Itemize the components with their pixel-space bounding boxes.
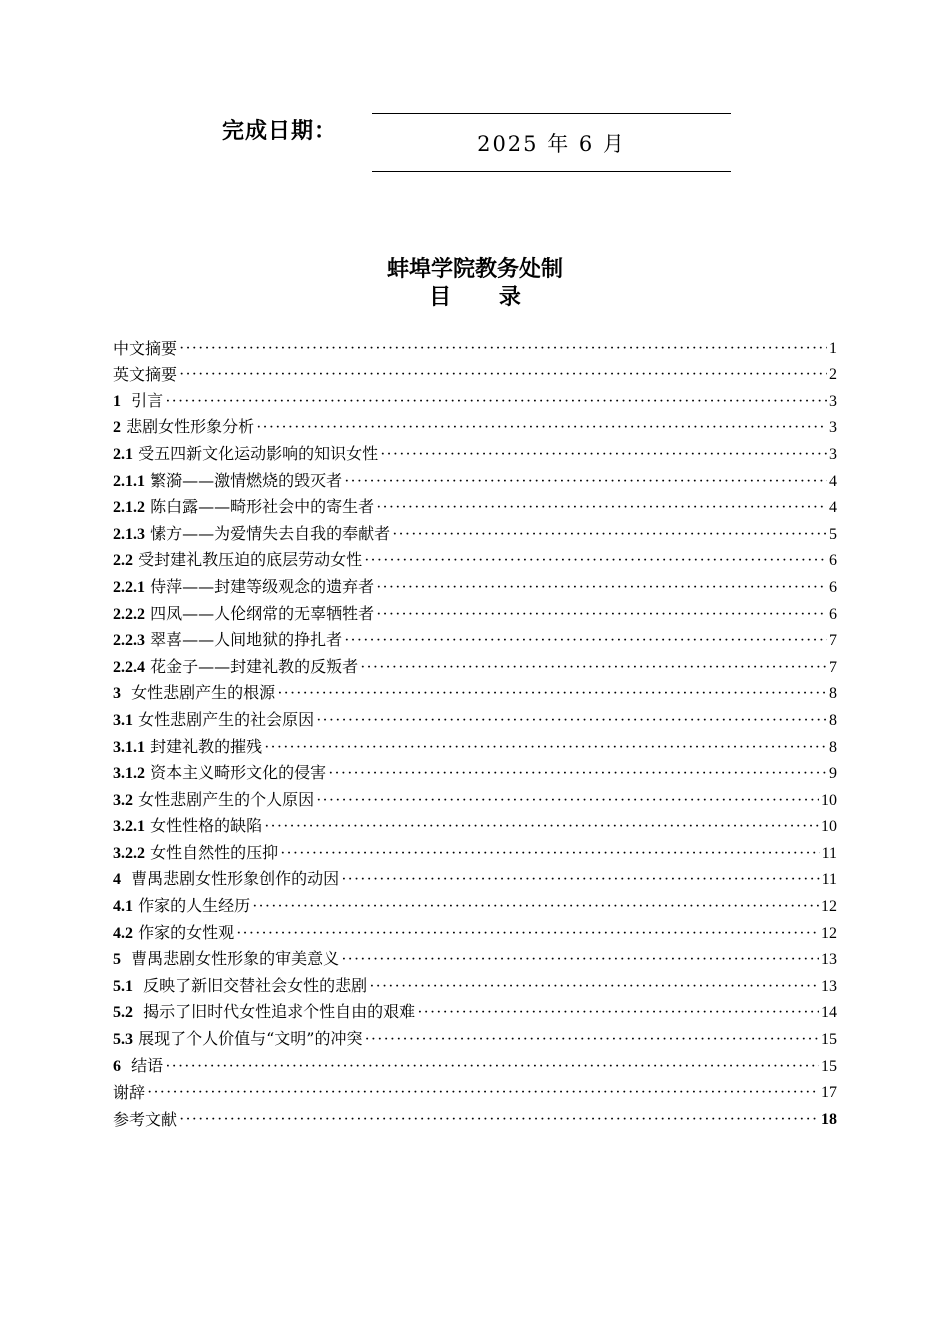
toc-entry-title (113, 922, 234, 945)
toc-entry-number: 4 (113, 871, 121, 889)
toc-entry-number: 3.2.2 (113, 844, 145, 862)
toc-entry-text: 资本主义畸形文化的侵害 (145, 763, 327, 783)
toc-leader-dots (376, 577, 827, 599)
toc-entry-page: 10 (821, 818, 837, 836)
toc-entry[interactable] (113, 572, 837, 599)
toc-leader-dots (280, 843, 820, 865)
toc-leader-dots (179, 1109, 819, 1131)
toc-entry[interactable] (113, 732, 837, 759)
toc-entry-title (113, 842, 278, 865)
toc-entry-title (113, 736, 262, 759)
toc-entry-title (113, 416, 254, 439)
toc-entry-title (113, 1001, 415, 1024)
toc-leader-dots (392, 524, 827, 546)
toc-entry[interactable] (113, 785, 837, 812)
toc-entry-page: 6 (829, 605, 837, 623)
toc-entry[interactable] (113, 945, 837, 972)
toc-entry[interactable] (113, 838, 837, 865)
toc-leader-dots (236, 923, 819, 945)
toc-entry-page: 7 (829, 658, 837, 676)
date-line-bottom (372, 171, 731, 172)
toc-entry-text: 引言 (121, 390, 164, 410)
toc-leader-dots (364, 1029, 819, 1051)
toc-entry-page: 3 (829, 392, 837, 410)
toc-entry-number: 5.1 (113, 977, 133, 995)
toc-entry[interactable] (113, 865, 837, 892)
toc-entry-text: 女性性格的缺陷 (145, 816, 263, 836)
toc-entry-page: 8 (829, 685, 837, 703)
toc-entry-number: 2.1.2 (113, 499, 145, 517)
toc-entry[interactable] (113, 466, 837, 493)
toc-entry-title (113, 603, 374, 626)
toc-entry-title (113, 975, 367, 998)
completion-date-value: 2025 年 6 月 (477, 132, 626, 156)
toc-entry-number: 3.2 (113, 791, 133, 809)
toc-entry-number: 2.1.3 (113, 525, 145, 543)
toc-entry-number: 5.2 (113, 1004, 133, 1022)
toc-entry[interactable] (113, 652, 837, 679)
toc-entry-page: 4 (829, 499, 837, 517)
toc-entry-text: 陈白露——畸形社会中的寄生者 (145, 497, 375, 517)
toc-entry[interactable] (113, 918, 837, 945)
toc-entry-title (113, 1028, 362, 1051)
toc-entry[interactable] (113, 599, 837, 626)
toc-entry-page: 15 (821, 1031, 837, 1049)
toc-entry-text: 曹禺悲剧女性形象创作的动因 (121, 869, 340, 889)
toc-entry-page: 18 (821, 1110, 837, 1128)
toc-entry-number: 2.2 (113, 552, 133, 570)
toc-entry[interactable] (113, 413, 837, 440)
toc-entry-text: 揭示了旧时代女性追求个性自由的艰难 (133, 1002, 416, 1022)
toc-entry[interactable] (113, 1104, 837, 1131)
toc-entry-text: 封建礼教的摧残 (145, 736, 263, 756)
toc-entry-number: 5 (113, 951, 121, 969)
toc-entry-number: 3.2.1 (113, 818, 145, 836)
toc-entry-title (113, 496, 374, 519)
toc-entry-text: 参考文献 (113, 1109, 178, 1129)
toc-entry-title (113, 1055, 163, 1078)
table-of-contents (113, 333, 837, 1131)
toc-entry-text: 英文摘要 (113, 365, 178, 385)
toc-entry-page: 3 (829, 445, 837, 463)
toc-entry-text: 四凤——人伦纲常的无辜牺牲者 (145, 603, 375, 623)
toc-entry[interactable] (113, 1078, 837, 1105)
toc-entry-title (113, 338, 177, 360)
toc-entry-title (113, 709, 314, 732)
toc-entry-title (113, 1082, 145, 1104)
toc-entry[interactable] (113, 1051, 837, 1078)
toc-entry-title (113, 656, 358, 679)
toc-entry-page: 9 (829, 765, 837, 783)
toc-leader-dots (252, 896, 819, 918)
toc-entry-title (113, 868, 339, 891)
date-line-top (372, 113, 731, 114)
toc-entry-number: 2.2.2 (113, 605, 145, 623)
toc-entry[interactable] (113, 439, 837, 466)
toc-entry-text: 展现了个人价值与“文明”的冲突 (133, 1029, 363, 1049)
toc-entry-text: 曹禺悲剧女性形象的审美意义 (121, 949, 340, 969)
toc-entry[interactable] (113, 360, 837, 387)
toc-entry-text: 中文摘要 (113, 338, 178, 358)
toc-leader-dots (179, 364, 827, 386)
toc-entry-number: 3.1 (113, 711, 133, 729)
toc-entry-page: 13 (821, 977, 837, 995)
toc-entry-title (113, 470, 342, 493)
toc-leader-dots (341, 869, 819, 891)
toc-entry-page: 11 (821, 844, 837, 862)
toc-entry-number: 3.1.2 (113, 765, 145, 783)
toc-entry-text: 悲剧女性形象分析 (121, 417, 255, 437)
toc-leader-dots (364, 550, 827, 572)
toc-heading: 目 录 (429, 285, 521, 310)
toc-entry-text: 作家的女性观 (133, 922, 235, 942)
toc-entry-title (113, 762, 326, 785)
toc-entry-title (113, 789, 314, 812)
toc-entry[interactable] (113, 971, 837, 998)
toc-entry[interactable] (113, 1024, 837, 1051)
toc-entry-text: 女性悲剧产生的个人原因 (133, 789, 315, 809)
toc-entry-page: 6 (829, 578, 837, 596)
toc-entry-page: 5 (829, 525, 837, 543)
toc-entry-page: 6 (829, 552, 837, 570)
completion-date-label: 完成日期： (222, 119, 338, 144)
toc-entry[interactable] (113, 386, 837, 413)
toc-entry-title (113, 364, 177, 386)
toc-entry-title (113, 1109, 177, 1131)
toc-entry-title (113, 948, 339, 971)
toc-leader-dots (277, 683, 827, 705)
toc-leader-dots (165, 1056, 819, 1078)
toc-entry-number: 2.1.1 (113, 472, 145, 490)
toc-entry[interactable] (113, 493, 837, 520)
toc-entry[interactable] (113, 705, 837, 732)
toc-entry[interactable] (113, 333, 837, 360)
toc-entry-page: 1 (829, 339, 837, 357)
institution-name: 蚌埠学院教务处制 (386, 257, 563, 282)
toc-leader-dots (341, 949, 819, 971)
toc-entry-text: 繁漪——激情燃烧的毁灭者 (145, 470, 343, 490)
toc-entry[interactable] (113, 891, 837, 918)
toc-entry-page: 8 (829, 711, 837, 729)
toc-entry-title (113, 523, 390, 546)
toc-leader-dots (179, 338, 827, 360)
toc-entry-page: 7 (829, 632, 837, 650)
toc-leader-dots (256, 417, 827, 439)
toc-entry-number: 4.2 (113, 924, 133, 942)
toc-leader-dots (264, 737, 827, 759)
toc-entry-number: 2.2.1 (113, 578, 145, 596)
toc-entry-text: 女性悲剧产生的根源 (121, 683, 276, 703)
toc-entry-number: 2.2.3 (113, 632, 145, 650)
toc-entry-page: 17 (821, 1084, 837, 1102)
toc-entry-title (113, 682, 275, 705)
toc-entry-page: 8 (829, 738, 837, 756)
toc-entry-number: 1 (113, 392, 121, 410)
toc-entry-text: 谢辞 (113, 1083, 146, 1103)
toc-leader-dots (376, 497, 827, 519)
toc-entry[interactable] (113, 546, 837, 573)
toc-entry-text: 受五四新文化运动影响的知识女性 (133, 443, 379, 463)
toc-entry-title (113, 815, 262, 838)
toc-entry-text: 愫方——为爱情失去自我的奉献者 (145, 523, 391, 543)
toc-leader-dots (316, 710, 827, 732)
toc-leader-dots (165, 391, 827, 413)
toc-entry-page: 12 (821, 898, 837, 916)
toc-entry-number: 2 (113, 419, 121, 437)
toc-entry-title (113, 895, 250, 918)
toc-leader-dots (344, 471, 827, 493)
toc-entry-text: 翠喜——人间地狱的挣扎者 (145, 630, 343, 650)
toc-entry-text: 作家的人生经历 (133, 896, 251, 916)
toc-entry[interactable] (113, 812, 837, 839)
toc-leader-dots (369, 976, 819, 998)
toc-leader-dots (316, 790, 819, 812)
toc-leader-dots (328, 763, 827, 785)
toc-entry-number: 5.3 (113, 1031, 133, 1049)
toc-entry-number: 4.1 (113, 898, 133, 916)
toc-leader-dots (380, 444, 827, 466)
toc-entry-page: 3 (829, 419, 837, 437)
toc-entry[interactable] (113, 679, 837, 706)
toc-entry-page: 10 (821, 791, 837, 809)
toc-entry-title (113, 576, 374, 599)
toc-entry-text: 女性自然性的压抑 (145, 842, 279, 862)
toc-entry-page: 11 (821, 871, 837, 889)
toc-entry-number: 2.1 (113, 445, 133, 463)
toc-entry-title (113, 629, 342, 652)
toc-entry-page: 14 (821, 1004, 837, 1022)
toc-entry[interactable] (113, 998, 837, 1025)
toc-entry-number: 2.2.4 (113, 658, 145, 676)
toc-leader-dots (360, 657, 827, 679)
toc-entry-text: 侍萍——封建等级观念的遗弃者 (145, 576, 375, 596)
toc-entry-page: 12 (821, 924, 837, 942)
toc-entry[interactable] (113, 759, 837, 786)
toc-leader-dots (344, 630, 827, 652)
toc-leader-dots (417, 1002, 819, 1024)
toc-leader-dots (147, 1082, 819, 1104)
toc-entry-page: 13 (821, 951, 837, 969)
toc-entry-title (113, 549, 362, 572)
toc-leader-dots (376, 604, 827, 626)
toc-entry[interactable] (113, 519, 837, 546)
toc-entry-page: 4 (829, 472, 837, 490)
toc-entry-text: 花金子——封建礼教的反叛者 (145, 656, 359, 676)
toc-leader-dots (264, 816, 819, 838)
toc-entry-text: 受封建礼教压迫的底层劳动女性 (133, 550, 363, 570)
toc-entry-text: 反映了新旧交替社会女性的悲剧 (133, 975, 368, 995)
toc-entry-text: 女性悲剧产生的社会原因 (133, 709, 315, 729)
toc-entry-text: 结语 (121, 1055, 164, 1075)
toc-entry-page: 2 (829, 366, 837, 384)
toc-entry-number: 3.1.1 (113, 738, 145, 756)
toc-entry-title (113, 390, 163, 413)
toc-entry-page: 15 (821, 1057, 837, 1075)
toc-entry[interactable] (113, 626, 837, 653)
toc-entry-number: 6 (113, 1057, 121, 1075)
toc-entry-title (113, 443, 378, 466)
toc-entry-number: 3 (113, 685, 121, 703)
